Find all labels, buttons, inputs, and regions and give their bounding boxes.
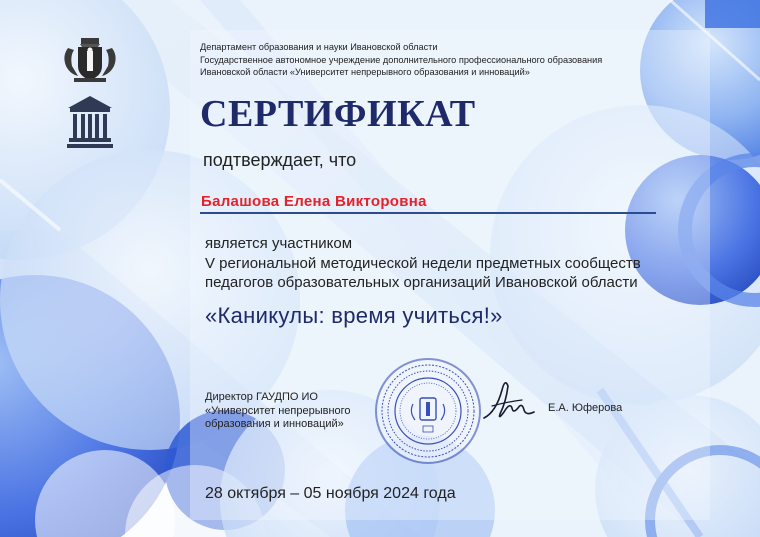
confirms-text: подтверждает, что <box>203 150 357 170</box>
director-line-2: «Университет непрерывного <box>205 404 351 417</box>
event-dates: 28 октября – 05 ноября 2024 года <box>205 485 456 502</box>
participation-line-3: педагогов образовательных организаций Ивановской области <box>205 274 638 291</box>
header-line-department: Департамент образования и науки Ивановской области <box>200 42 438 52</box>
recipient-name: Балашова Елена Викторовна <box>201 193 427 210</box>
round-seal-icon <box>373 356 483 466</box>
handwritten-signature-icon <box>478 372 538 428</box>
university-building-icon <box>66 94 114 150</box>
certificate-title: СЕРТИФИКАТ <box>200 93 476 135</box>
event-title: «Каникулы: время учиться!» <box>205 303 503 328</box>
participation-line-1: является участником <box>205 235 353 252</box>
signer-name: Е.А. Юферова <box>548 402 623 414</box>
coat-of-arms-icon <box>60 36 120 84</box>
header-line-university: Ивановской области «Университет непрерывного образования и инноваций» <box>200 67 530 77</box>
participation-text <box>205 234 725 293</box>
director-line-1: Директор ГАУДПО ИО <box>205 391 318 403</box>
header-line-institution: Государственное автономное учреждение дополнительного профессионального образования <box>200 54 603 65</box>
director-title <box>205 391 351 432</box>
participation-line-2: V региональной методической недели предметных сообществ <box>205 254 641 272</box>
director-line-3: образования и инноваций» <box>205 418 344 430</box>
issuer-header <box>200 41 720 79</box>
name-underline <box>200 212 656 214</box>
